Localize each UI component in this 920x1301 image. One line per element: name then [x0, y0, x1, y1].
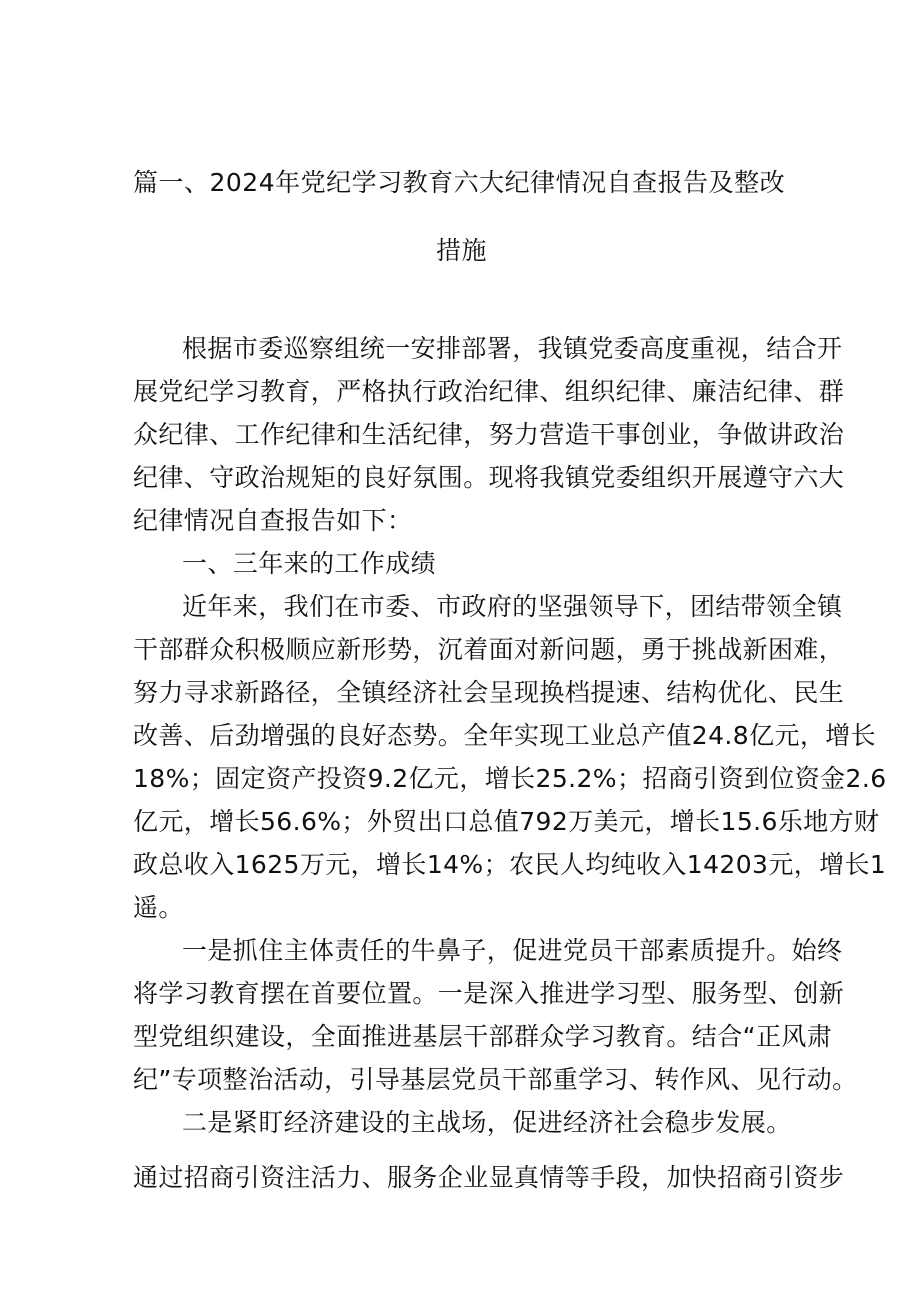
section-heading: 一、三年来的工作成绩	[182, 549, 437, 578]
paragraph-line: 一是抓住主体责任的牛鼻子，促进党员干部素质提升。始终	[182, 936, 843, 965]
paragraph-line: 纪律、守政治规矩的良好氛围。现将我镇党委组织开展遵守六大	[133, 463, 845, 492]
paragraph-line: 纪律情况自查报告如下：	[133, 506, 413, 535]
paragraph-line: 亿元，增长56.6%；外贸出口总值792万美元，增长15.6乐地方财	[133, 807, 880, 836]
paragraph-line: 二是紧盯经济建设的主战场，促进经济社会稳步发展。	[182, 1108, 792, 1137]
paragraph-line: 通过招商引资注活力、服务企业显真情等手段，加快招商引资步	[133, 1163, 845, 1192]
paragraph-line: 18%；固定资产投资9.2亿元，增长25.2%；招商引资到位资金2.6	[133, 764, 887, 793]
paragraph-line: 政总收入1625万元，增长14%；农民人均纯收入14203元，增长1	[133, 850, 887, 879]
paragraph-line: 众纪律、工作纪律和生活纪律，努力营造干事创业，争做讲政治	[133, 420, 845, 449]
paragraph-line: 纪”专项整治活动，引导基层党员干部重学习、转作风、见行动。	[133, 1065, 858, 1094]
paragraph-line: 努力寻求新路径，全镇经济社会呈现换档提速、结构优化、民生	[133, 678, 845, 707]
paragraph-line: 近年来，我们在市委、市政府的坚强领导下，团结带领全镇	[182, 592, 843, 621]
paragraph-line: 根据市委巡察组统一安排部署，我镇党委高度重视，结合开	[182, 334, 843, 363]
paragraph-line: 将学习教育摆在首要位置。一是深入推进学习型、服务型、创新	[133, 979, 845, 1008]
document-title-line-2: 措施	[436, 236, 488, 265]
paragraph-line: 展党纪学习教育，严格执行政治纪律、组织纪律、廉洁纪律、群	[133, 377, 845, 406]
paragraph-line: 型党组织建设，全面推进基层干部群众学习教育。结合“正风肃	[133, 1022, 833, 1051]
paragraph-line: 干部群众积极顺应新形势，沉着面对新问题，勇于挑战新困难，	[133, 635, 845, 664]
paragraph-line: 遥。	[133, 893, 184, 922]
paragraph-line: 改善、后劲增强的良好态势。全年实现工业总产值24.8亿元，增长	[133, 721, 877, 750]
document-title-line-1: 篇一、2024年党纪学习教育六大纪律情况自查报告及整改	[133, 168, 786, 197]
